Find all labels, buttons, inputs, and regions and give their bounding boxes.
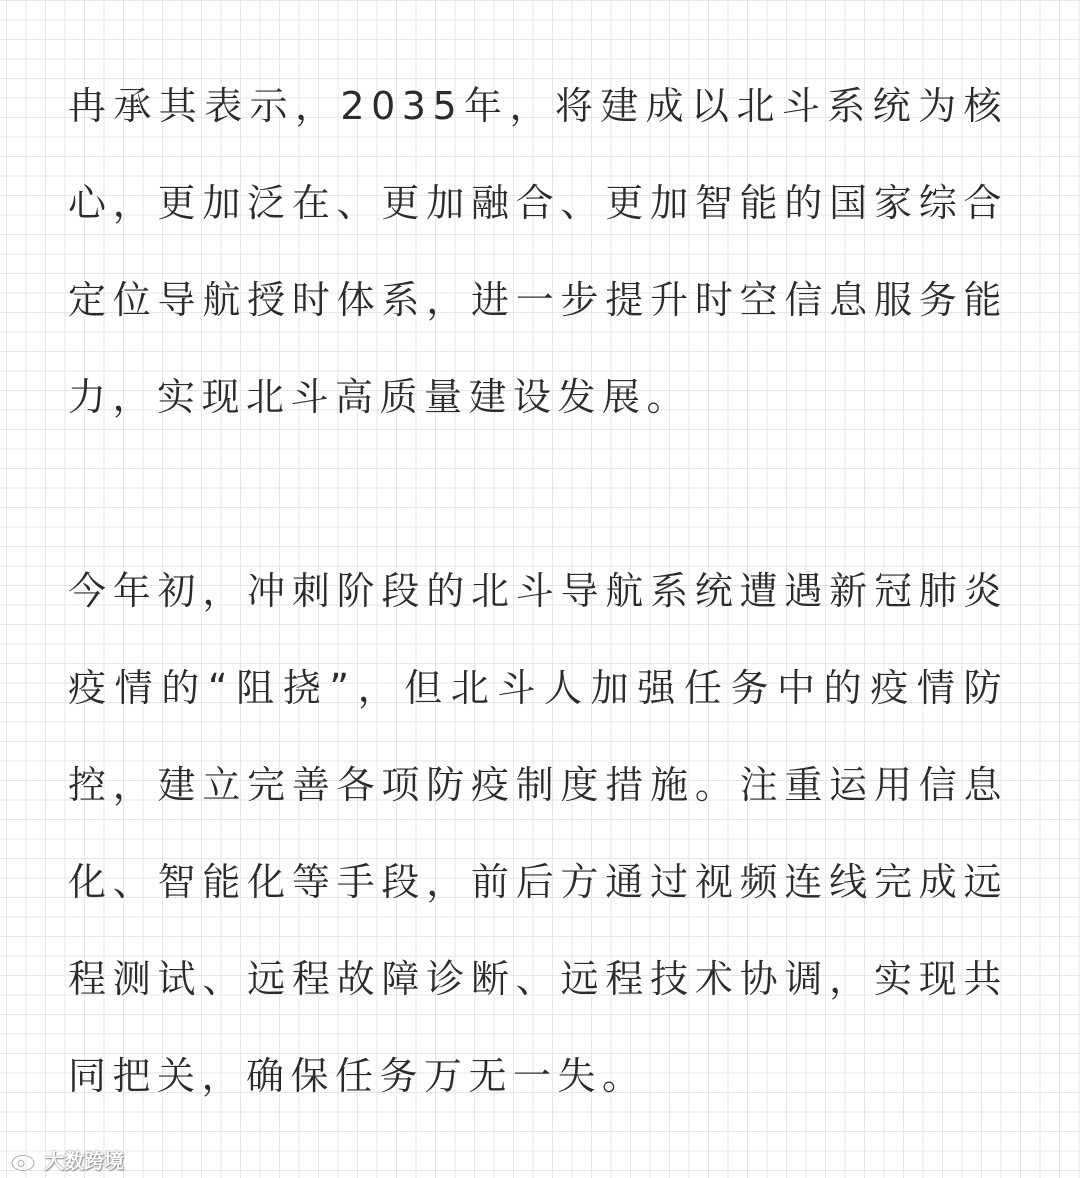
- weibo-logo-icon: [10, 1148, 40, 1172]
- article-body: [68, 58, 1008, 1125]
- paragraph-2: 今年初，冲刺阶段的北斗导航系统遭遇新冠肺炎疫情的“阻挠”，但北斗人加强任务中的疫情防控，建立完善各项防疫制度措施。注重运用信息化、智能化等手段，前后方通过视频连线完成远程测试、远程故障诊断、远程技术协调，实现共同把关，确保任务万无一失。: [68, 569, 1008, 1098]
- watermark-text: 大数跨境: [44, 1149, 124, 1173]
- paragraph-1: 冉承其表示，2035年，将建成以北斗系统为核心，更加泛在、更加融合、更加智能的国家综合定位导航授时体系，进一步提升时空信息服务能力，实现北斗高质量建设发展。: [68, 84, 1008, 419]
- watermark: [10, 1145, 124, 1174]
